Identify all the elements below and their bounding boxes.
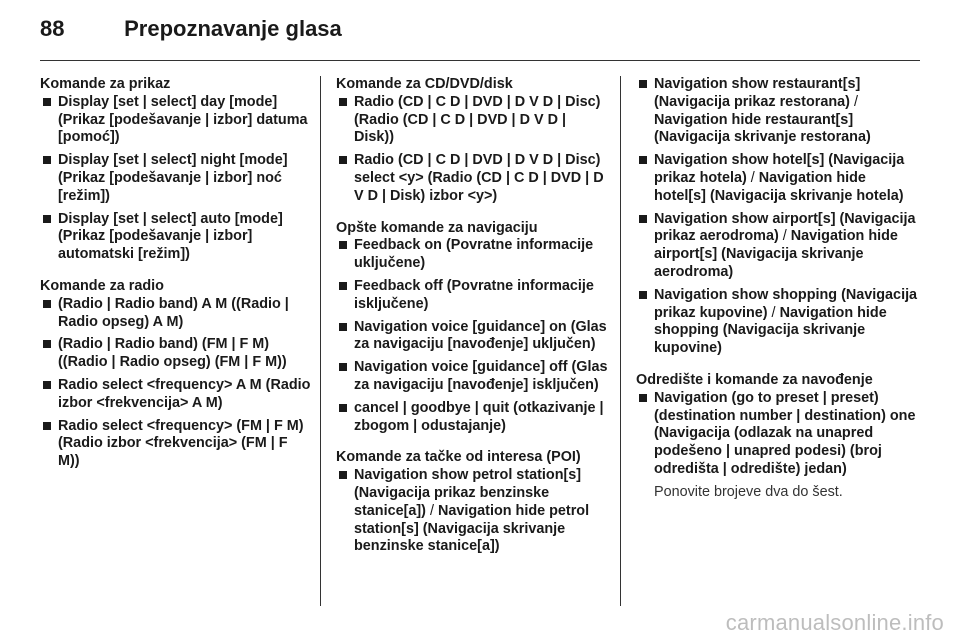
column-1 (40, 76, 312, 485)
column-divider (620, 76, 621, 606)
square-bullet-icon (639, 291, 647, 299)
command-text: Display [set | select] auto [mode] (Prikaz [podešavanje | izbor] automatski [režim]) (58, 210, 283, 263)
square-bullet-icon (43, 156, 51, 164)
command-list (336, 237, 608, 435)
command-separator: / (425, 502, 438, 519)
command-text: Radio (CD | C D | DVD | D V D | Disc) (Radio (CD | C D | DVD | D V D | Disk)) (354, 93, 601, 146)
command-section (40, 278, 312, 471)
section-note: Ponovite brojeve dva do šest. (654, 483, 843, 500)
square-bullet-icon (639, 156, 647, 164)
section-heading: Komande za tačke od interesa (POI) (336, 449, 581, 466)
section-heading: Komande za CD/DVD/disk (336, 76, 513, 92)
command-separator: / (767, 304, 780, 321)
section-heading: Komande za radio (40, 277, 164, 294)
command-item (336, 467, 608, 556)
square-bullet-icon (43, 340, 51, 348)
command-text: Display [set | select] night [mode] (Prikaz [podešavanje | izbor] noć [režim]) (58, 152, 288, 204)
command-text: Navigation hide restaurant[s] (Navigacija skrivanje restorana) (654, 111, 871, 146)
square-bullet-icon (639, 80, 647, 88)
command-item (40, 94, 312, 147)
command-text: Radio select <frequency> (FM | F M) (Radio izbor <frekvencija> (FM | F M)) (58, 417, 304, 470)
page-title: Prepoznavanje glasa (124, 16, 342, 41)
command-item (40, 152, 312, 205)
command-list (636, 76, 918, 358)
command-item (636, 287, 918, 358)
column-divider (320, 76, 321, 606)
command-item (40, 336, 312, 372)
square-bullet-icon (43, 381, 51, 389)
watermark: carmanualsonline.info (725, 610, 944, 635)
command-item (636, 211, 918, 282)
square-bullet-icon (339, 98, 347, 106)
command-text: (Radio | Radio band) (FM | F M) ((Radio | Radio opseg) (FM | F M)) (58, 336, 287, 371)
square-bullet-icon (639, 394, 647, 402)
square-bullet-icon (639, 215, 647, 223)
command-text: Navigation show shopping (Navigacija prikaz kupovine) (654, 286, 918, 321)
command-section (336, 449, 608, 556)
square-bullet-icon (339, 323, 347, 331)
command-item (636, 76, 918, 147)
command-text: Radio select <frequency> A M (Radio izbor <frekvencija> A M) (58, 376, 311, 411)
command-text: Navigation voice [guidance] on (Glas za navigaciju [navođenje] uključen) (354, 318, 607, 353)
square-bullet-icon (43, 300, 51, 308)
command-list (40, 94, 312, 264)
command-text: Navigation show petrol station[s] (Navigacija prikaz benzinske stanice[a]) (354, 467, 582, 519)
header-rule (40, 60, 920, 61)
page-number: 88 (40, 16, 65, 41)
square-bullet-icon (43, 215, 51, 223)
command-item (336, 359, 608, 395)
command-item (336, 94, 608, 147)
page-header (40, 16, 342, 42)
command-item (336, 237, 608, 273)
square-bullet-icon (339, 363, 347, 371)
command-separator: / (849, 93, 858, 110)
command-item (40, 377, 312, 413)
command-item (636, 152, 918, 205)
command-item (40, 418, 312, 471)
command-section (636, 372, 918, 502)
command-section (636, 76, 918, 358)
command-item (336, 400, 608, 436)
command-list (40, 296, 312, 471)
command-item (336, 278, 608, 314)
section-heading: Odredište i komande za navođenje (636, 371, 873, 388)
command-text: cancel | goodbye | quit (otkazivanje | zbogom | odustajanje) (354, 399, 604, 434)
square-bullet-icon (339, 156, 347, 164)
command-item (636, 390, 918, 479)
command-text: Navigation hide hotel[s] (Navigacija skrivanje hotela) (654, 169, 904, 204)
command-text: Feedback off (Povratne informacije isključene) (354, 277, 594, 312)
square-bullet-icon (339, 241, 347, 249)
command-text: Navigation show restaurant[s] (Navigacija prikaz restorana) (654, 76, 861, 110)
square-bullet-icon (43, 98, 51, 106)
command-item (336, 152, 608, 205)
command-text: Navigation hide shopping (Navigacija skrivanje kupovine) (654, 304, 887, 357)
command-list (336, 94, 608, 206)
command-separator: / (778, 228, 791, 245)
column-3 (636, 76, 918, 516)
column-2 (336, 76, 608, 570)
command-text: Display [set | select] day [mode] (Prikaz [podešavanje | izbor] datuma [pomoć]) (58, 93, 308, 146)
command-section (336, 76, 608, 206)
command-text: Navigation show airport[s] (Navigacija prikaz aerodroma) (654, 210, 916, 245)
command-item (40, 296, 312, 332)
command-text: Navigation voice [guidance] off (Glas za navigaciju [navođenje] isključen) (354, 359, 608, 393)
command-section (40, 76, 312, 264)
command-list (336, 467, 608, 556)
command-text: Radio (CD | C D | DVD | D V D | Disc) select <y> (Radio (CD | C D | DVD | D V D | Disk) izbor <y>) (354, 152, 604, 204)
section-heading: Komande za prikaz (40, 76, 171, 92)
command-item (40, 211, 312, 264)
square-bullet-icon (339, 282, 347, 290)
command-text: Navigation (go to preset | preset) (destination number | destination) one (Navigacija (odlazak na unapred podešeno | unapred podesi) (broj odredišta | odredište) jedan) (654, 389, 916, 477)
square-bullet-icon (339, 404, 347, 412)
command-separator: / (746, 169, 759, 186)
command-text: Navigation hide airport[s] (Navigacija skrivanje aerodroma) (654, 228, 898, 280)
command-text: Navigation hide petrol station[s] (Navigacija skrivanje benzinske stanice[a]) (354, 502, 590, 555)
command-section (336, 220, 608, 436)
command-list (636, 390, 918, 479)
command-text: (Radio | Radio band) A M ((Radio | Radio opseg) A M) (58, 295, 289, 330)
square-bullet-icon (339, 471, 347, 479)
command-item (336, 319, 608, 355)
square-bullet-icon (43, 422, 51, 430)
command-text: Feedback on (Povratne informacije uključene) (354, 237, 594, 272)
section-heading: Opšte komande za navigaciju (336, 219, 538, 236)
command-text: Navigation show hotel[s] (Navigacija prikaz hotela) (654, 152, 905, 186)
